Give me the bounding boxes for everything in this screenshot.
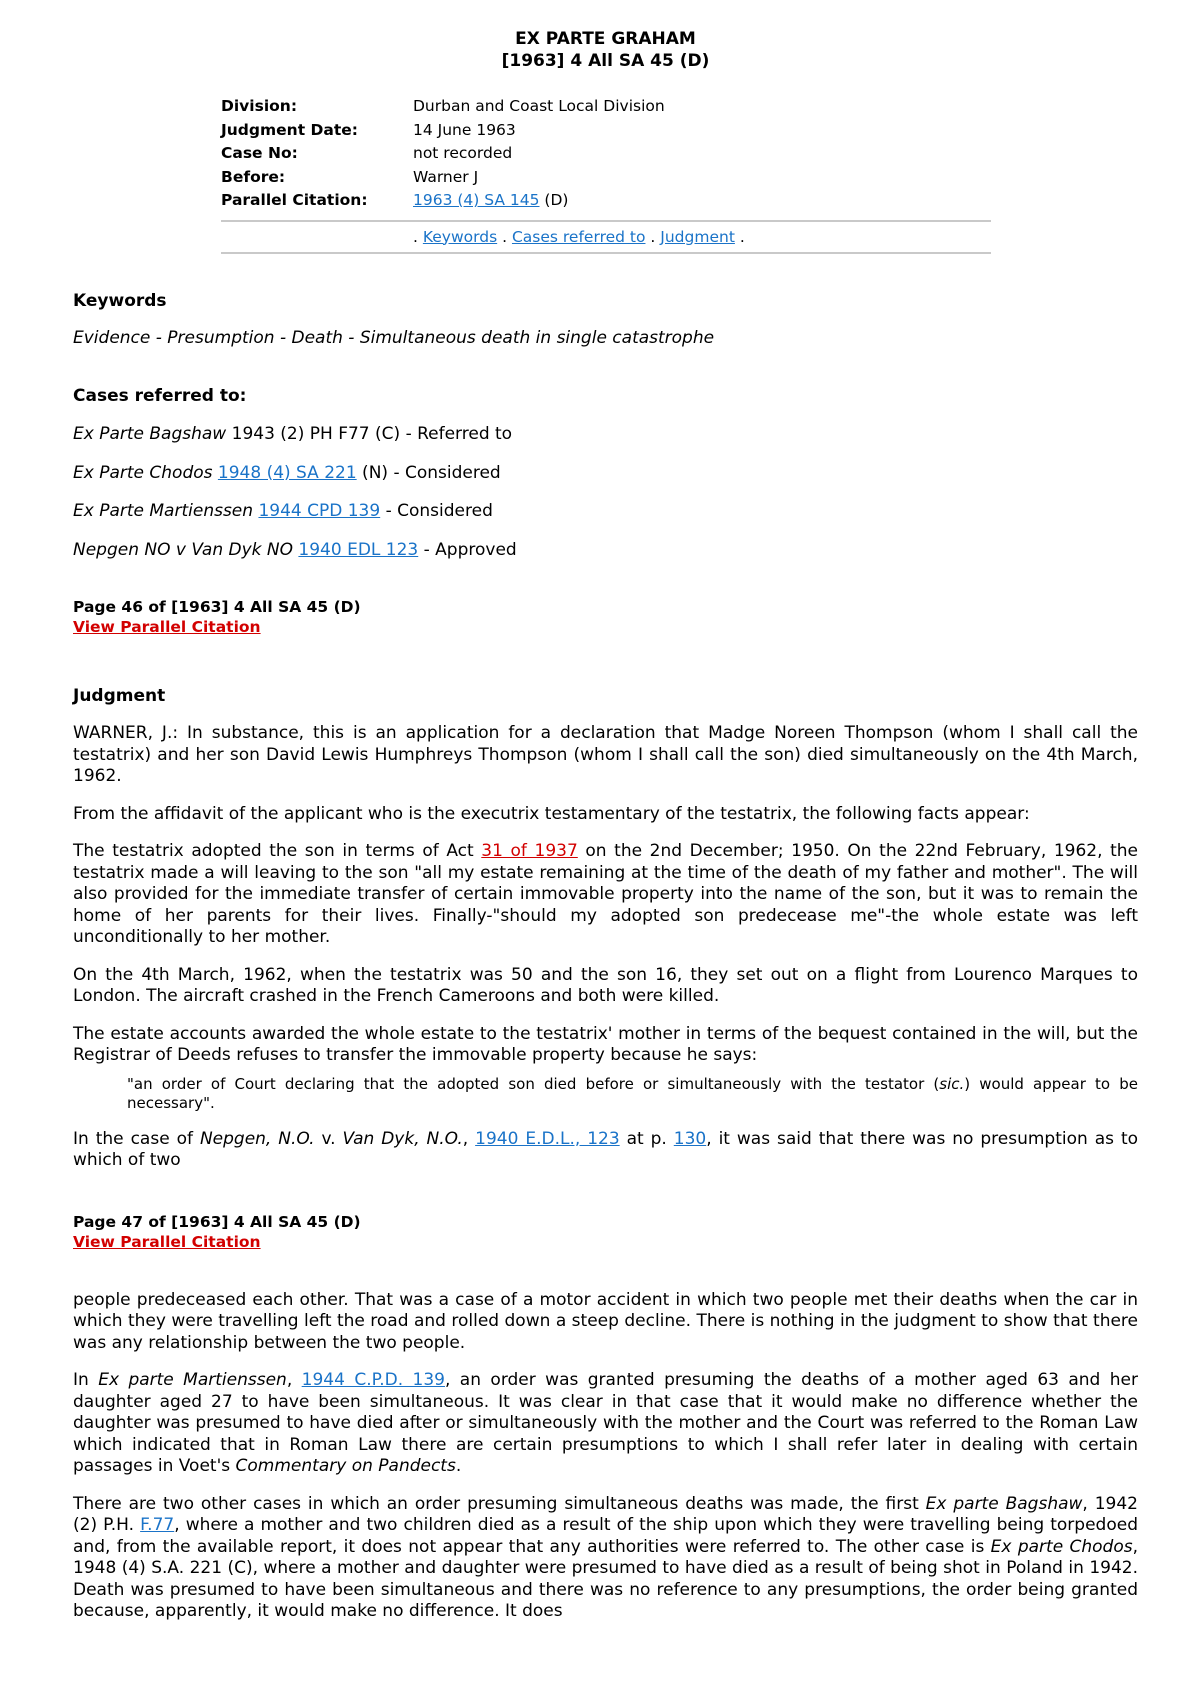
- meta-row-caseno: [221, 143, 665, 167]
- text-run: The testatrix adopted the son in terms of Act: [73, 841, 482, 861]
- text-run: at p.: [619, 1128, 674, 1149]
- keywords-text: Evidence - Presumption - Death - Simultaneous death in single catastrophe: [73, 327, 715, 348]
- section-nav: [221, 220, 991, 254]
- case-citation-link[interactable]: 1948 (4) SA 221: [217, 462, 357, 483]
- judgment-paragraph: people predeceased each other. That was a case of a motor accident in which two people met their deaths when the car in which they were travelling left the road and rolled down a steep decline. There is nothing in the judgment to show that there was any relationship between the two people.: [73, 1289, 1138, 1353]
- case-name: Ex Parte Martienssen: [73, 501, 254, 521]
- act-link[interactable]: 31 of 1937: [481, 841, 578, 861]
- case-metadata: [221, 96, 991, 254]
- case-name: Ex Parte Bagshaw: [73, 424, 227, 444]
- text-run-italic: Ex parte Bagshaw: [925, 1493, 1083, 1514]
- judgment-date-label: Judgment Date:: [221, 120, 358, 139]
- case-citation-link[interactable]: F.77: [140, 1515, 175, 1535]
- judgment-paragraph: [73, 841, 1138, 949]
- case-name: Nepgen NO v Van Dyk NO: [73, 539, 293, 560]
- judgment-date-value: 14 June 1963: [413, 120, 516, 139]
- text-run-italic: sic.: [939, 1074, 965, 1093]
- parallel-citation-suffix: (D): [539, 191, 569, 209]
- before-label: Before:: [221, 167, 286, 186]
- text-run-italic: Nepgen, N.O.: [199, 1128, 315, 1149]
- page-label: Page 46 of [1963] 4 All SA 45 (D): [73, 598, 361, 616]
- case-name: Ex Parte Chodos: [73, 462, 213, 483]
- case-citation-link[interactable]: 1940 E.D.L., 123: [475, 1128, 620, 1149]
- case-item: [73, 501, 1138, 523]
- keywords-heading: Keywords: [73, 290, 167, 311]
- case-name: EX PARTE GRAHAM: [515, 29, 696, 49]
- case-treatment: - Approved: [418, 539, 517, 560]
- text-run: In: [73, 1370, 99, 1390]
- view-parallel-citation-link[interactable]: View Parallel Citation: [73, 1232, 261, 1251]
- text-run: v.: [314, 1128, 343, 1149]
- text-run: ,: [286, 1370, 302, 1390]
- judgment-heading: Judgment: [73, 686, 166, 706]
- nav-link-judgment[interactable]: Judgment: [660, 227, 735, 246]
- judgment-paragraph: The estate accounts awarded the whole estate to the testatrix' mother in terms of the bequest contained in the will, but the Registrar of Deeds refuses to transfer the immovable property because he says:: [73, 1023, 1138, 1065]
- meta-row-division: [221, 96, 665, 120]
- judgment-paragraph: [73, 1129, 1138, 1172]
- text-run-italic: Ex parte Martienssen: [98, 1370, 287, 1390]
- judgment-paragraph: WARNER, J.: In substance, this is an application for a declaration that Madge Noreen Thompson (whom I shall call the testatrix) and her son David Lewis Humphreys Thompson (whom I shall call the son) died simultaneously on the 4th March, 1962.: [73, 723, 1138, 786]
- case-no-value: not recorded: [413, 144, 513, 162]
- cases-heading: Cases referred to:: [73, 386, 247, 406]
- case-item: [73, 540, 1138, 562]
- page-marker-47: [73, 1212, 1138, 1252]
- text-run: , it was said that there was no presumption as to which of two: [73, 1128, 1139, 1170]
- document-content: [73, 28, 1138, 1623]
- case-citation: [1963] 4 All SA 45 (D): [501, 51, 710, 71]
- text-run: ) would appear to be necessary".: [127, 1074, 1138, 1112]
- parallel-citation-label: Parallel Citation:: [221, 191, 368, 209]
- division-label: Division:: [221, 97, 298, 115]
- text-run: , 1948 (4) S.A. 221 (C), where a mother and daughter were presumed to have died as a result of being shot in Poland in 1942. Death was presumed to have been simultaneous and there was no reference to any presumptions, the order being granted because, apparently, it would make no difference. It does: [73, 1536, 1139, 1621]
- nav-link-cases[interactable]: Cases referred to: [511, 227, 646, 246]
- text-run-italic: Van Dyk, N.O.: [342, 1128, 463, 1149]
- judgment-paragraph: On the 4th March, 1962, when the testatrix was 50 and the son 16, they set out on a flight from Lourenco Marques to London. The aircraft crashed in the French Cameroons and both were killed.: [73, 964, 1138, 1006]
- case-citation-link[interactable]: 1944 C.P.D. 139: [301, 1370, 445, 1390]
- case-item: [73, 463, 1138, 485]
- text-run: , an order was granted presuming the deaths of a mother aged 63 and her daughter aged 27 to have been simultaneous. It was clear in that case that it would make no difference whether the daughter was presumed to have died after or simultaneously with the mother and the Court was referred to the Roman Law which indicated that in Roman Law there are certain presumptions to which I shall refer later in dealing with certain passages in Voet's: [73, 1370, 1138, 1476]
- text-run: , 1942 (2) P.H.: [73, 1493, 1138, 1535]
- nav-separator: .: [650, 227, 656, 246]
- page-marker-46: [73, 597, 1138, 637]
- case-citation: 1943 (2) PH F77 (C) - Referred to: [226, 424, 513, 444]
- text-run-italic: Ex parte Chodos: [990, 1536, 1133, 1557]
- division-value: Durban and Coast Local Division: [413, 97, 665, 115]
- page-label: Page 47 of [1963] 4 All SA 45 (D): [73, 1212, 361, 1231]
- text-run: ,: [462, 1128, 476, 1149]
- text-run: .: [455, 1456, 462, 1476]
- case-citation-link[interactable]: 1944 CPD 139: [258, 501, 381, 521]
- nav-link-keywords[interactable]: Keywords: [422, 227, 498, 246]
- nav-separator: .: [502, 227, 508, 246]
- meta-row-before: [221, 167, 665, 191]
- parallel-citation-link[interactable]: 1963 (4) SA 145: [413, 191, 540, 209]
- case-title: [73, 28, 1138, 72]
- text-run: , where a mother and two children died as a result of the ship upon which they were travelling being torpedoed and, from the available report, it does not appear that any authorities were referred to. The other case is: [73, 1515, 1138, 1557]
- case-no-label: Case No:: [221, 144, 298, 162]
- nav-separator: .: [739, 227, 745, 246]
- text-run: There are two other cases in which an order presuming simultaneous deaths was made, the first: [73, 1493, 926, 1514]
- judgment-paragraph: [73, 1370, 1138, 1478]
- text-run-italic: Commentary on Pandects: [235, 1456, 456, 1476]
- before-value: Warner J: [413, 167, 479, 186]
- case-treatment: (N) - Considered: [356, 462, 501, 483]
- block-quote: [127, 1075, 1138, 1113]
- text-run: "an order of Court declaring that the adopted son died before or simultaneously with the testator (: [127, 1074, 940, 1093]
- nav-separator: .: [413, 227, 418, 246]
- page-ref-link[interactable]: 130: [673, 1128, 707, 1149]
- judgment-paragraph: [73, 1494, 1138, 1623]
- text-run: on the 2nd December; 1950. On the 22nd February, 1962, the testatrix made a will leaving to the son "all my estate remaining at the time of the death of my father and mother". The will also provided for the immediate transfer of certain immovable property into the name of the son, but it was to remain the home of her parents for their lives. Finally-"should my adopted son predecease me"-the whole estate was left unconditionally to her mother.: [73, 841, 1138, 947]
- judgment-paragraph: From the affidavit of the applicant who is the executrix testamentary of the testatrix, the following facts appear:: [73, 803, 1030, 824]
- meta-row-parallel: [221, 190, 665, 214]
- view-parallel-citation-link[interactable]: View Parallel Citation: [73, 618, 261, 636]
- case-treatment: - Considered: [380, 501, 493, 521]
- parallel-citation-value: [413, 190, 665, 214]
- text-run: In the case of: [73, 1128, 200, 1149]
- meta-row-date: [221, 120, 665, 144]
- case-citation-link[interactable]: 1940 EDL 123: [298, 539, 419, 560]
- case-item: [73, 424, 1138, 446]
